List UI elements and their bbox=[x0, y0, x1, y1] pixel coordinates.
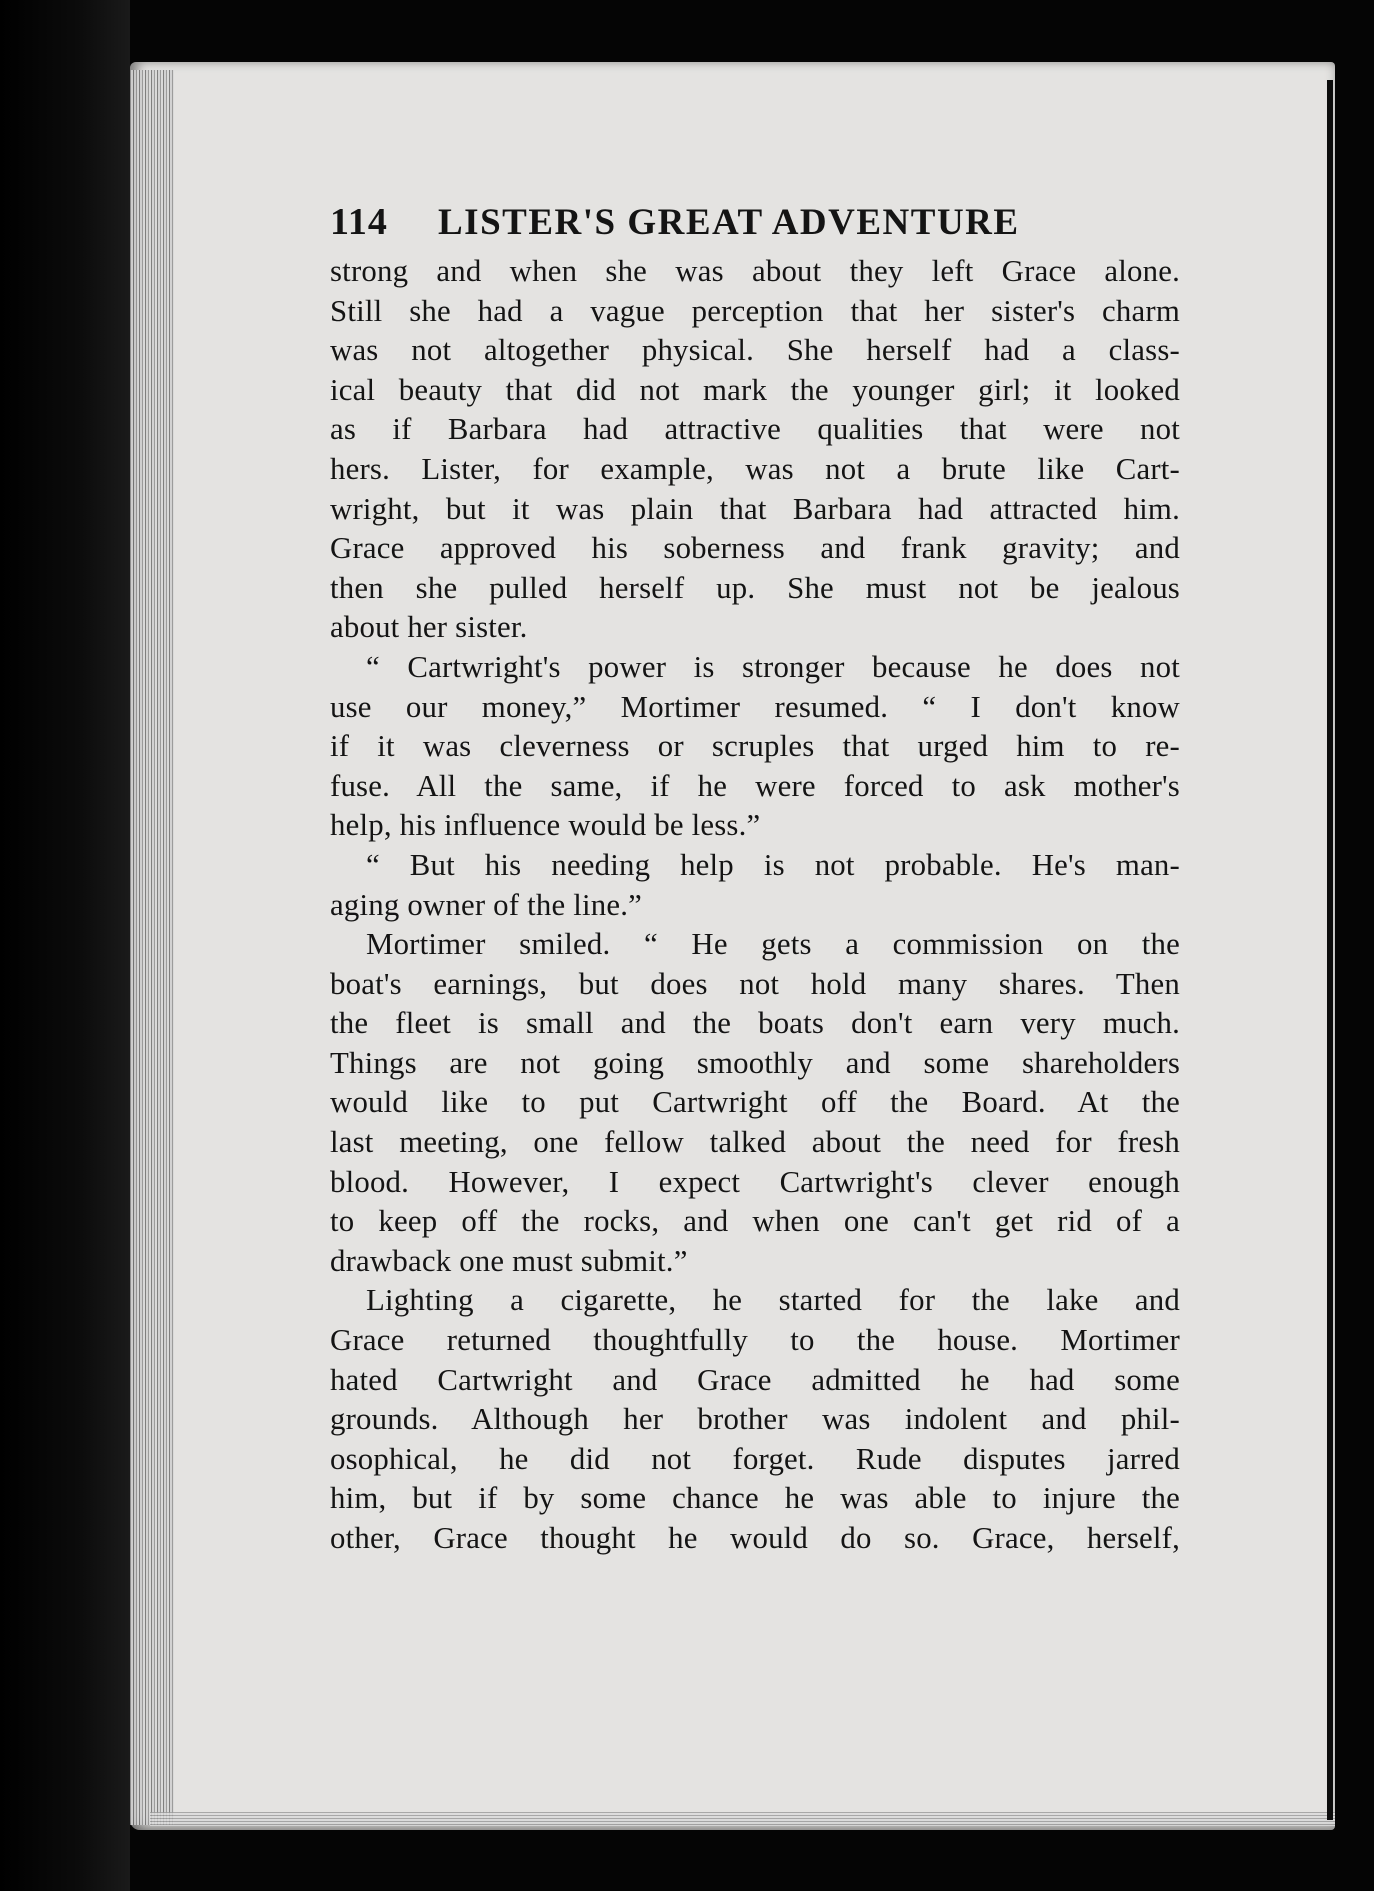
text-line: about her sister. bbox=[330, 610, 528, 645]
book-spine-shadow bbox=[0, 0, 130, 1891]
text-line: “ Cartwright's power is stronger because he does not bbox=[366, 649, 1180, 684]
text-line: hated Cartwright and Grace admitted he had some bbox=[330, 1362, 1180, 1397]
text-line: other, Grace thought he would do so. Grace, herself, bbox=[330, 1521, 1180, 1555]
text-line: Lighting a cigarette, he started for the lake and bbox=[366, 1283, 1180, 1318]
text-line: then she pulled herself up. She must not be jealous bbox=[330, 570, 1180, 605]
right-page-edge bbox=[1327, 80, 1333, 1820]
right-gutter-shadow bbox=[1335, 62, 1374, 1830]
text-line: hers. Lister, for example, was not a brute like Cart- bbox=[330, 451, 1180, 486]
text-line: Grace returned thoughtfully to the house. Mortimer bbox=[330, 1323, 1180, 1358]
text-line: blood. However, I expect Cartwright's clever enough bbox=[330, 1164, 1180, 1199]
text-line: “ But his needing help is not probable. He's man- bbox=[366, 847, 1180, 882]
text-line: aging owner of the line.” bbox=[330, 887, 643, 922]
text-line: boat's earnings, but does not hold many shares. Then bbox=[330, 966, 1180, 1001]
text-line: fuse. All the same, if he were forced to ask mother's bbox=[330, 768, 1180, 803]
body-text bbox=[330, 252, 1180, 1559]
text-line: Still she had a vague perception that her sister's charm bbox=[330, 293, 1180, 328]
text-line: last meeting, one fellow talked about the need for fresh bbox=[330, 1125, 1180, 1160]
text-line: ical beauty that did not mark the younger girl; it looked bbox=[330, 372, 1180, 407]
page-edges-left bbox=[130, 70, 174, 1825]
text-line: help, his influence would be less.” bbox=[330, 808, 761, 843]
text-line: use our money,” Mortimer resumed. “ I don't know bbox=[330, 689, 1180, 724]
text-line: drawback one must submit.” bbox=[330, 1243, 688, 1278]
text-line: to keep off the rocks, and when one can't get rid of a bbox=[330, 1204, 1180, 1239]
text-line: as if Barbara had attractive qualities that were not bbox=[330, 412, 1180, 447]
text-line: Mortimer smiled. “ He gets a commission on the bbox=[366, 927, 1180, 962]
text-line: Grace approved his soberness and frank gravity; and bbox=[330, 531, 1180, 566]
page-number: 114 bbox=[330, 201, 388, 243]
text-line: if it was cleverness or scruples that urged him to re- bbox=[330, 729, 1180, 764]
page-content bbox=[330, 200, 1180, 1559]
running-head: LISTER'S GREAT ADVENTURE bbox=[438, 202, 1020, 243]
text-line: was not altogether physical. She herself had a class- bbox=[330, 333, 1180, 368]
text-line: Things are not going smoothly and some shareholders bbox=[330, 1045, 1180, 1080]
page-header bbox=[330, 200, 1180, 244]
text-line: would like to put Cartwright off the Board. At the bbox=[330, 1085, 1180, 1120]
text-line: him, but if by some chance he was able to injure the bbox=[330, 1481, 1180, 1516]
page-edges-bottom bbox=[150, 1812, 1335, 1826]
text-line: wright, but it was plain that Barbara had attracted him. bbox=[330, 491, 1180, 526]
text-line: grounds. Although her brother was indolent and phil- bbox=[330, 1402, 1180, 1437]
text-line: osophical, he did not forget. Rude disputes jarred bbox=[330, 1441, 1180, 1476]
text-line: strong and when she was about they left Grace alone. bbox=[330, 254, 1180, 288]
text-line: the fleet is small and the boats don't earn very much. bbox=[330, 1006, 1180, 1041]
